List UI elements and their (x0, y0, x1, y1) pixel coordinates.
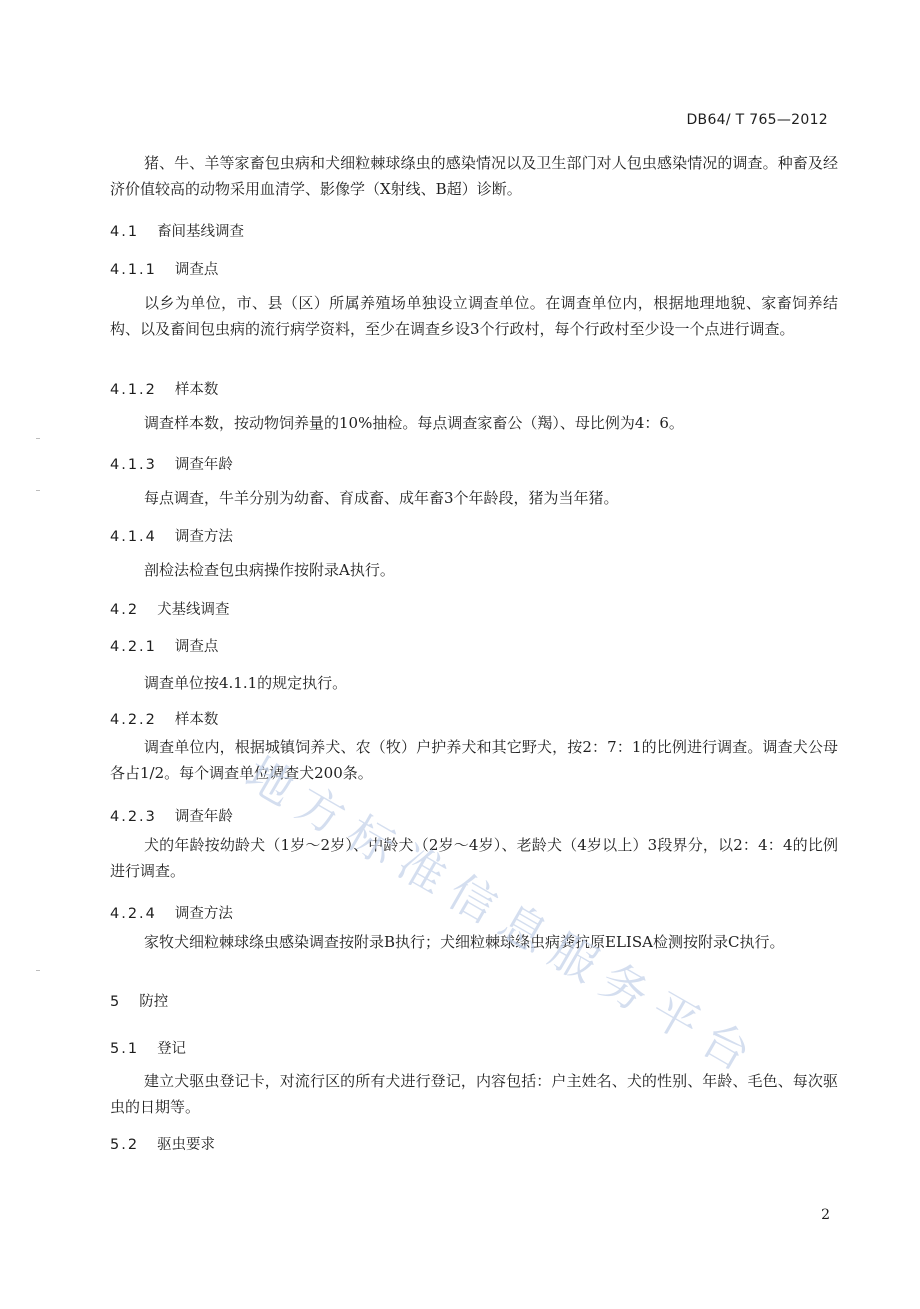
paragraph: 调查单位内，根据城镇饲养犬、农（牧）户护养犬和其它野犬，按2：7：1的比例进行调查。调查犬公母各占1/2。每个调查单位调查犬200条。 (110, 738, 838, 782)
section-number: 4.2.2 (110, 712, 157, 728)
section-title: 犬基线调查 (157, 602, 230, 618)
section-heading (110, 708, 218, 729)
scan-speck (36, 438, 40, 439)
section-number: 4.2 (110, 602, 140, 618)
section-title: 调查点 (174, 639, 219, 655)
section-heading (110, 525, 233, 546)
section-heading (110, 902, 233, 923)
section-title: 调查方法 (174, 906, 233, 922)
section-number: 5.2 (110, 1137, 140, 1153)
section-number: 4.2.4 (110, 906, 157, 922)
section-number: 4.2.3 (110, 809, 157, 825)
paragraph: 剖检法检查包虫病操作按附录A执行。 (144, 561, 395, 579)
section-title: 样本数 (174, 382, 219, 398)
section-heading (110, 805, 233, 826)
section-number: 4.1.3 (110, 457, 157, 473)
section-heading (110, 220, 244, 241)
section-title: 调查方法 (174, 529, 233, 545)
section-title: 畜间基线调查 (157, 224, 245, 240)
section-title: 调查点 (174, 262, 219, 278)
section-heading (110, 635, 218, 656)
section-heading (110, 598, 230, 619)
watermark-char: 地 (236, 746, 304, 817)
section-title: 样本数 (174, 712, 219, 728)
section-number: 4.1.4 (110, 529, 157, 545)
page-number: 2 (821, 1207, 830, 1223)
watermark-char: 服 (540, 922, 608, 993)
watermark-char: 准 (388, 834, 456, 905)
section-title: 调查年龄 (174, 809, 233, 825)
section-heading (110, 453, 233, 474)
paragraph: 以乡为单位，市、县（区）所属养殖场单独设立调查单位。在调查单位内，根据地理地貌、家畜饲养结构、以及畜间包虫病的流行病学资料，至少在调查乡设3个行政村，每个行政村至少设一个点进行调查。 (110, 294, 838, 338)
section-title: 调查年龄 (174, 457, 233, 473)
watermark-char: 息 (489, 893, 557, 964)
section-number: 4.1 (110, 224, 140, 240)
section-number: 5.1 (110, 1041, 140, 1057)
paragraph: 调查单位按4.1.1的规定执行。 (144, 674, 348, 692)
watermark-char: 务 (591, 952, 659, 1023)
paragraph: 家牧犬细粒棘球绦虫感染调查按附录B执行；犬细粒棘球绦虫病粪抗原ELISA检测按附录C执行。 (144, 933, 785, 951)
paragraph: 每点调查，牛羊分别为幼畜、育成畜、成年畜3个年龄段，猪为当年猪。 (144, 489, 619, 507)
scan-speck (36, 970, 40, 971)
paragraph: 犬的年龄按幼龄犬（1岁～2岁）、中龄犬（2岁～4岁）、老龄犬（4岁以上）3段界分，以2：4：4的比例进行调查。 (110, 836, 838, 880)
scan-speck (36, 490, 40, 491)
section-heading (110, 1133, 215, 1154)
watermark-char: 台 (692, 1011, 760, 1082)
watermark-char: 信 (439, 864, 507, 934)
section-title: 登记 (157, 1041, 187, 1057)
section-title: 驱虫要求 (157, 1137, 216, 1153)
section-title: 防控 (139, 994, 169, 1010)
section-number: 4.1.2 (110, 382, 157, 398)
document-code: DB64/ T 765—2012 (686, 112, 828, 128)
watermark-char: 平 (641, 981, 709, 1052)
paragraph: 建立犬驱虫登记卡，对流行区的所有犬进行登记，内容包括：户主姓名、犬的性别、年龄、毛色、每次驱虫的日期等。 (110, 1072, 838, 1116)
section-heading (110, 1037, 186, 1058)
paragraph: 调查样本数，按动物饲养量的10%抽检。每点调查家畜公（羯）、母比例为4：6。 (144, 414, 684, 432)
section-number: 4.2.1 (110, 639, 157, 655)
section-heading (110, 990, 168, 1011)
paragraph: 猪、牛、羊等家畜包虫病和犬细粒棘球绦虫的感染情况以及卫生部门对人包虫感染情况的调查。种畜及经济价值较高的动物采用血清学、影像学（X射线、B超）诊断。 (110, 154, 838, 198)
watermark-char: 方 (287, 775, 355, 846)
section-heading (110, 258, 218, 279)
section-heading (110, 378, 218, 399)
section-number: 5 (110, 994, 122, 1010)
watermark-char: 标 (337, 805, 405, 875)
section-number: 4.1.1 (110, 262, 157, 278)
